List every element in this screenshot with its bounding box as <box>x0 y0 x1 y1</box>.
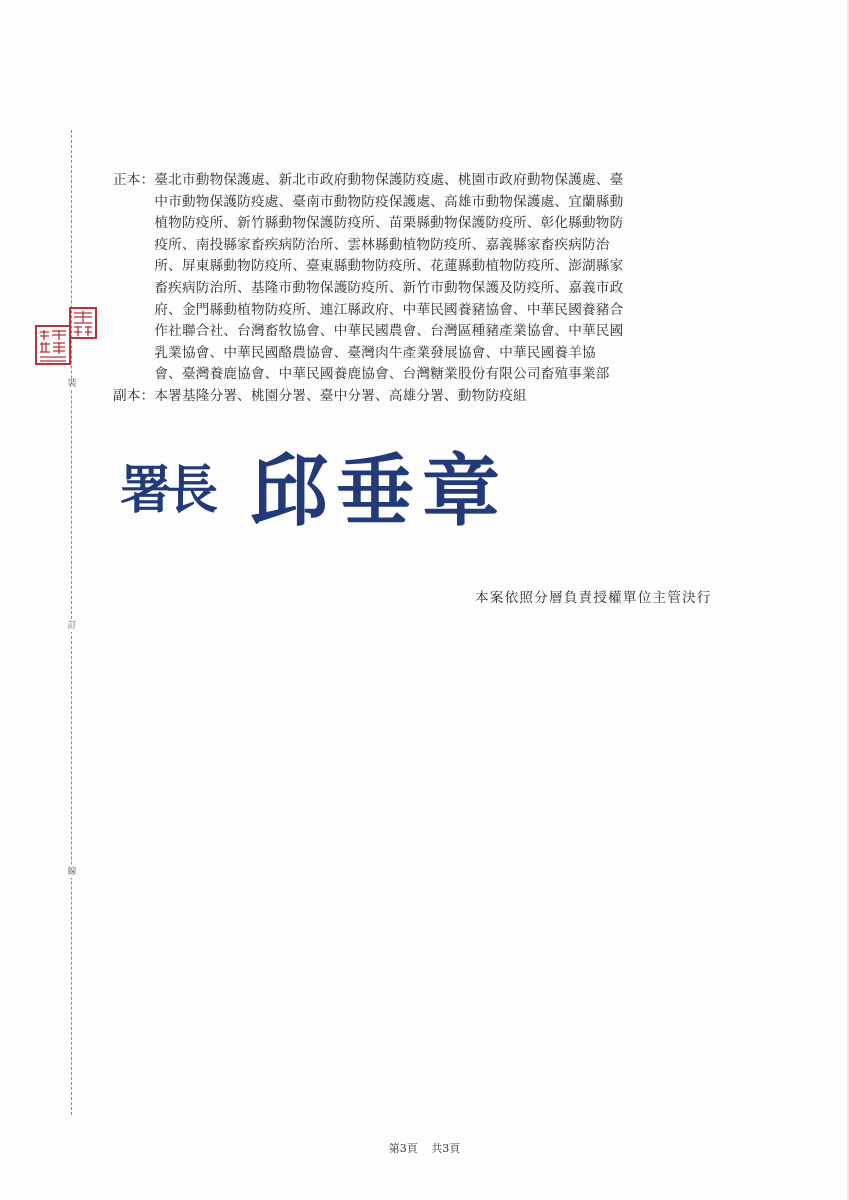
page-total: 共3頁 <box>431 1142 461 1155</box>
distribution-list <box>113 170 733 408</box>
seal-stamp-icon <box>34 306 98 366</box>
signature-title: 署長 <box>120 460 213 521</box>
page-number: 第3頁 <box>388 1142 418 1155</box>
recipient-line: 會、臺灣養鹿協會、中華民國養鹿協會、台灣糖業股份有限公司畜殖事業部 <box>154 366 610 383</box>
binding-char-ding: 訂 <box>64 620 80 632</box>
recipient-line: 臺北市動物保護處、新北市政府動物保護防疫處、桃園市政府動物保護處、臺 <box>154 172 624 188</box>
binding-char-xian: 線 <box>64 866 80 878</box>
main-recipients-label: 正本： <box>113 172 155 188</box>
recipient-line: 乳業協會、中華民國酪農協會、臺灣肉牛產業發展協會、中華民國養羊協 <box>154 344 596 361</box>
delegation-note: 本案依照分層負責授權單位主管決行 <box>475 590 712 606</box>
recipient-line: 所、屏東縣動物防疫所、臺東縣動物防疫所、花蓮縣動植物防疫所、澎湖縣家 <box>154 258 624 275</box>
copy-recipients-label: 副本： <box>113 387 155 404</box>
recipient-line: 疫所、南投縣家畜疾病防治所、雲林縣動植物防疫所、嘉義縣家畜疾病防治 <box>154 236 610 253</box>
recipient-line: 府、金門縣動植物防疫所、連江縣政府、中華民國養豬協會、中華民國養豬合 <box>154 301 624 318</box>
copy-recipients-lines <box>154 386 733 408</box>
recipient-line: 植物防疫所、新竹縣動物保護防疫所、苗栗縣動物保護防疫所、彰化縣動物防 <box>154 215 624 232</box>
main-recipients <box>113 170 733 386</box>
page-footer <box>0 1140 849 1156</box>
signature-name: 邱垂章 <box>250 446 509 537</box>
agency-seal <box>34 306 98 366</box>
recipient-line: 作社聯合社、台灣畜牧協會、中華民國農會、台灣區種豬產業協會、中華民國 <box>154 323 624 340</box>
recipient-line: 畜疾病防治所、基隆市動物保護防疫所、新竹市動物保護及防疫所、嘉義市政 <box>154 279 624 296</box>
copy-recipient-line: 本署基隆分署、桃園分署、臺中分署、高雄分署、動物防疫組 <box>154 387 527 404</box>
binding-char-zhuang: 裝 <box>64 378 80 390</box>
copy-recipients <box>113 386 733 408</box>
recipient-line: 中市動物保護防疫處、臺南市動物防疫保護處、高雄市動物保護處、宜蘭縣動 <box>154 193 624 210</box>
director-signature <box>120 448 540 538</box>
main-recipients-lines <box>154 170 733 386</box>
